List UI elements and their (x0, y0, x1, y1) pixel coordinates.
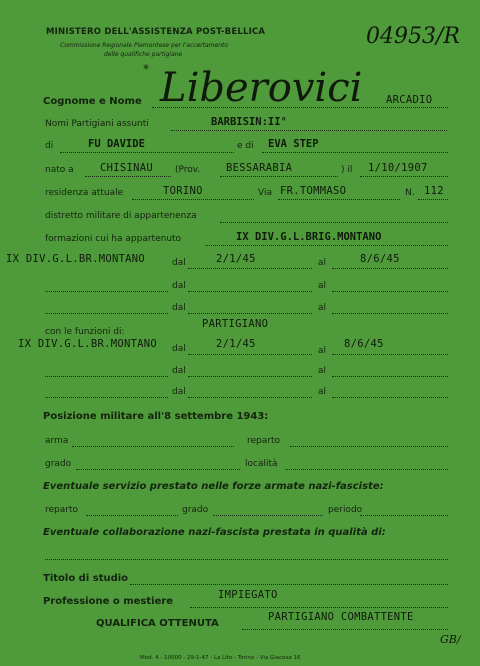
number-label: N. (405, 188, 415, 198)
handwritten-surname: Liberovici (160, 65, 363, 111)
service-unit-label: reparto (45, 505, 79, 515)
profession-label: Professione o mestiere (43, 596, 174, 607)
formation-value: IX DIV.G.L.BRIG.MONTANO (236, 231, 382, 243)
functions-label: con le funzioni di: (45, 327, 125, 337)
formations-label: formazioni cui ha appartenuto (45, 234, 182, 244)
function-row-3-dal-label: dal (172, 387, 186, 397)
ministry-title: MINISTERO DELL'ASSISTENZA POST-BELLICA (46, 27, 266, 37)
function-row-3-al-label: al (318, 387, 327, 397)
partisan-names-label: Nomi Partigiani assunti (45, 119, 149, 129)
residence-value: TORINO (163, 185, 203, 197)
birthplace-label: nato a (45, 165, 74, 175)
first-name-value: ARCADIO (386, 94, 433, 106)
formation-row-1-al-label: al (318, 258, 327, 268)
rank-label: grado (45, 459, 72, 469)
qualification-label: QUALIFICA OTTENUTA (96, 618, 219, 629)
military-position-heading: Posizione militare all'8 settembre 1943: (43, 411, 269, 422)
province-value: BESSARABIA (226, 162, 293, 174)
formation-row-1-to: 8/6/45 (360, 253, 400, 265)
handwritten-card-number: 04953/R (366, 24, 460, 49)
unit-label: reparto (247, 436, 281, 446)
fascist-service-heading: Eventuale servizio prestato nelle forze armate nazi-fasciste: (43, 481, 384, 492)
formation-row-1-from: 2/1/45 (216, 253, 256, 265)
partisan-names-value: BARBISIN:II° (211, 116, 287, 128)
surname-name-label: Cognome e Nome (43, 96, 142, 107)
formation-row-2-dal-label: dal (172, 281, 186, 291)
number-value: 112 (424, 185, 444, 197)
commission-line-2: delle qualifiche partigiane (104, 51, 183, 58)
service-period-label: periodo (328, 505, 363, 515)
military-district-label: distretto militare di appartenenza (45, 211, 197, 221)
formation-row-3-dal-label: dal (172, 303, 186, 313)
function-row-1-al-label: al (318, 346, 327, 356)
mother-label: e di (237, 141, 254, 151)
mother-value: EVA STEP (268, 138, 319, 150)
commission-line-1: Commissione Regionale Piemontese per l'accertamento (60, 42, 229, 49)
residence-label: residenza attuale (45, 188, 124, 198)
birthplace-value: CHISINAU (100, 162, 153, 174)
qualification-value: PARTIGIANO COMBATTENTE (268, 611, 414, 623)
function-row-1-from: 2/1/45 (216, 338, 256, 350)
service-rank-label: grado (182, 505, 209, 515)
collaboration-heading: Eventuale collaborazione nazi-fascista prestata in qualità di: (43, 527, 386, 538)
formation-row-2-al-label: al (318, 281, 327, 291)
handwritten-initials: GB/ (440, 633, 461, 646)
formation-row-3-al-label: al (318, 303, 327, 313)
profession-value: IMPIEGATO (218, 589, 278, 601)
print-footer: Mod. 4 - 10000 - 29-1-47 - La Lito - Torino - Via Giacosa 16 (140, 655, 301, 661)
function-row-1-to: 8/6/45 (344, 338, 384, 350)
father-label: di (45, 141, 54, 151)
function-row-1-unit: IX DIV.G.L.BR.MONTANO (18, 338, 158, 350)
province-label: (Prov. (175, 165, 201, 175)
street-label: Via (258, 188, 272, 198)
function-row-1-dal-label: dal (172, 344, 186, 354)
birthdate-value: 1/10/1907 (368, 162, 428, 174)
formation-row-1-dal-label: dal (172, 258, 186, 268)
function-row-2-dal-label: dal (172, 366, 186, 376)
asterisk-mark: * (143, 62, 149, 76)
father-value: FU DAVIDE (88, 138, 145, 150)
birthdate-label: ) il (341, 165, 353, 175)
education-label: Titolo di studio (43, 573, 129, 584)
weapon-label: arma (45, 436, 69, 446)
formation-row-1-unit: IX DIV.G.L.BR.MONTANO (6, 253, 146, 265)
functions-value: PARTIGIANO (202, 318, 269, 330)
function-row-2-al-label: al (318, 366, 327, 376)
locality-label: località (245, 459, 278, 469)
street-value: FR.TOMMASO (280, 185, 347, 197)
